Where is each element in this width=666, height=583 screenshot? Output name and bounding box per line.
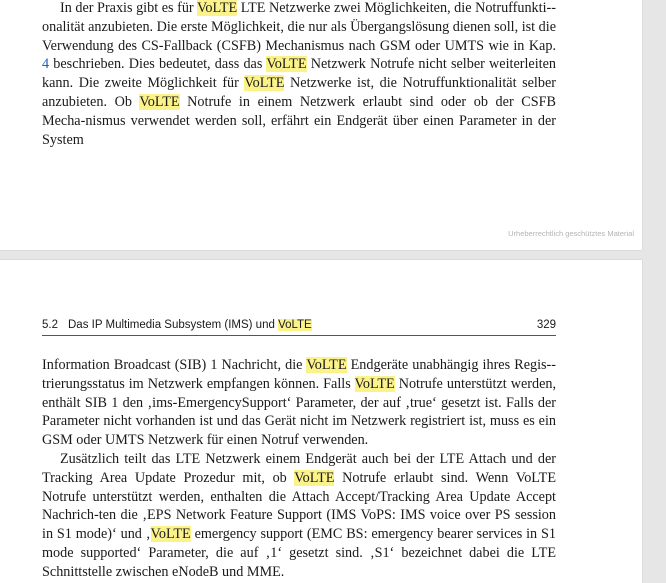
- search-highlight: VoLTE: [244, 75, 285, 92]
- search-highlight: VoLTE: [354, 375, 395, 392]
- book-page-top: [0, 0, 642, 250]
- body-text-top: [42, 0, 556, 149]
- search-highlight: VoLTE: [196, 0, 238, 16]
- running-head: [42, 317, 556, 336]
- book-page-bottom: [0, 260, 642, 583]
- text-run: Zusätzlich teilt das LTE Netzwerk einem Endgerät auch bei der LTE Attach und der Tracking Area Update Prozedur mit, ob: [42, 450, 556, 486]
- running-head-title: [42, 317, 312, 333]
- paragraph-emergency-options: [42, 0, 556, 149]
- section-number: 5.2: [42, 319, 58, 331]
- search-highlight: VoLTE: [150, 526, 191, 543]
- search-highlight: VoLTE: [266, 56, 307, 73]
- text-run: In der Praxis gibt es für: [60, 0, 197, 16]
- search-highlight: VoLTE: [139, 93, 180, 110]
- text-run: emergency support (EMC BS: emergency bearer services in S1 mode supported‘ Parameter, die auf ‚1‘ gesetzt sind. ‚S1‘ bezeichnet dabei die LTE Schnittstelle zwischen eNodeB und MME.: [42, 526, 557, 580]
- chapter-reference-link[interactable]: 4: [42, 56, 50, 73]
- search-highlight: VoLTE: [306, 357, 347, 373]
- text-run: Notrufe unterstützt werden, enthält SIB 1 den ‚ims-EmergencySupport‘ Parameter, der auf ‚true‘ gesetzt ist. Falls der Parameter nicht vorhanden ist und das Gerät nicht im Netzwerk registriert ist, muss es ein GSM oder UMTS Netzwerk für einen Notruf verwenden.: [42, 375, 557, 449]
- section-title: Das IP Multimedia Subsystem (IMS) und: [68, 319, 279, 331]
- copyright-watermark: Urheberrechtlich geschütztes Material: [508, 229, 634, 238]
- body-text-bottom: [42, 356, 556, 582]
- text-run: Netzwerke ist, die Notruffunktionalität selber anzubieten. Ob: [42, 75, 556, 110]
- text-run: LTE Netzwerke zwei Möglichkeiten, die Notruffunkti-onalität anzubieten. Die erste Möglichkeit, die nur als Übergangslösung dienen soll, ist die Verwendung des CS-Fallback (CSFB) Mechanismus nach GSM oder UMTS wie in Kap.: [42, 0, 556, 54]
- text-run: Netzwerk Notrufe nicht selber weiterleiten kann. Die zweite Möglichkeit für: [42, 56, 557, 92]
- text-run: Endgeräte unabhängig ihres Regis-trierungsstatus im Netzwerk empfangen können. Falls: [42, 357, 557, 392]
- paragraph-sib1: [42, 356, 556, 450]
- text-run: Notrufe in einem Netzwerk erlaubt sind oder ob der CSFB Mecha-nismus verwendet werden soll, erfährt ein Endgerät über einen Parameter in der System: [42, 93, 556, 148]
- text-run: Information Broadcast (SIB) 1 Nachricht, die: [42, 357, 307, 373]
- paragraph-attach-procedure: [42, 450, 556, 582]
- page-number: 329: [536, 319, 556, 331]
- search-highlight: VoLTE: [294, 469, 335, 486]
- text-run: Notrufe erlaubt sind. Wenn VoLTE Notrufe unterstützt werden, enthalten die Attach Accept/Tracking Area Update Accept Nachrich-ten die ‚EPS Network Feature Support (IMS VoPS: IMS voice over PS session in S1 mode)‘ und ‚: [42, 469, 556, 543]
- text-run: beschrieben. Dies bedeutet, dass das: [49, 56, 267, 73]
- search-highlight: VoLTE: [278, 319, 312, 331]
